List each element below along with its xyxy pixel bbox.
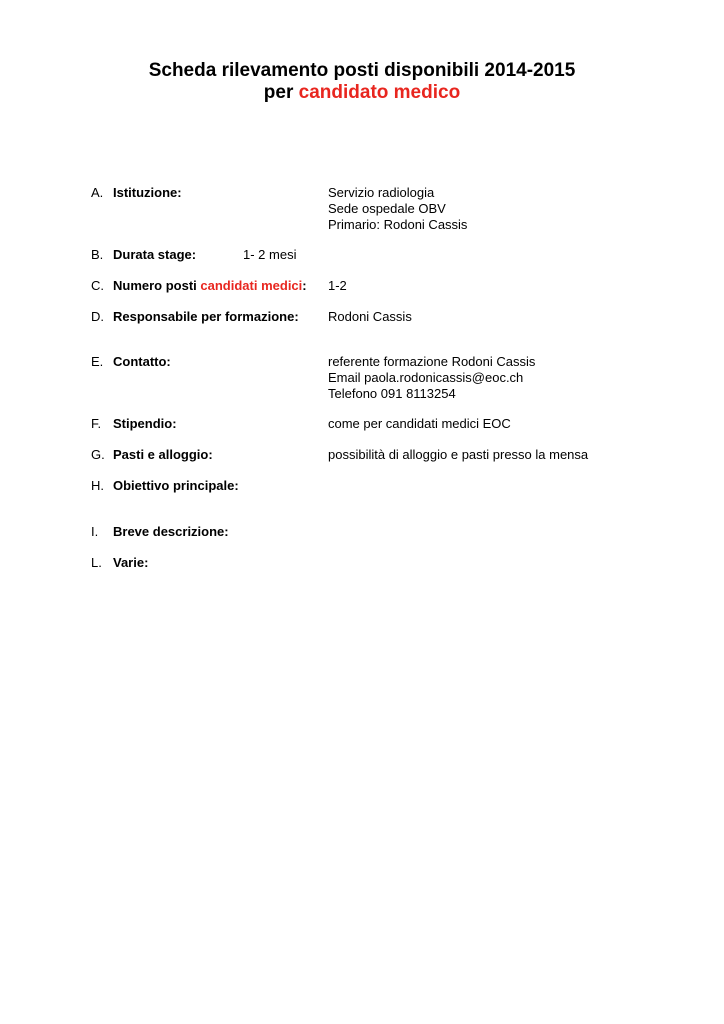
item-label xyxy=(113,278,307,294)
document-title-line1: Scheda rilevamento posti disponibili 2014-2015 xyxy=(148,60,576,81)
item-letter: D. xyxy=(91,309,104,324)
value-line: Telefono 091 8113254 xyxy=(328,386,456,401)
item-value: Rodoni Cassis xyxy=(328,309,412,324)
item-label: Contatto: xyxy=(113,354,171,369)
value-line: Primario: Rodoni Cassis xyxy=(328,217,468,232)
title-prefix: per xyxy=(263,82,299,103)
item-label: Durata stage: xyxy=(113,247,197,262)
label-prefix: Numero posti xyxy=(113,278,201,293)
item-letter: F. xyxy=(91,416,102,431)
item-label: Stipendio: xyxy=(113,416,177,431)
item-value: come per candidati medici EOC xyxy=(328,416,511,431)
item-letter: B. xyxy=(91,247,104,262)
item-value: 1-2 xyxy=(328,278,347,293)
value-line: Email paola.rodonicassis@eoc.ch xyxy=(328,370,524,385)
item-label: Varie: xyxy=(113,555,149,570)
item-label: Obiettivo principale: xyxy=(113,478,239,493)
item-value xyxy=(328,354,535,402)
item-label: Responsabile per formazione: xyxy=(113,309,299,324)
document-title-line2 xyxy=(0,81,724,105)
item-letter: H. xyxy=(91,478,104,493)
label-suffix: : xyxy=(302,278,307,293)
item-value xyxy=(328,185,467,233)
item-value: 1- 2 mesi xyxy=(243,247,297,262)
item-label: Istituzione: xyxy=(113,185,182,200)
item-label: Pasti e alloggio: xyxy=(113,447,213,462)
title-highlight: candidato medico xyxy=(298,82,461,103)
item-letter: A. xyxy=(91,185,104,200)
item-letter: C. xyxy=(91,278,104,293)
item-letter: E. xyxy=(91,354,104,369)
item-letter: L. xyxy=(91,555,102,570)
value-line: referente formazione Rodoni Cassis xyxy=(328,354,536,369)
value-line: Sede ospedale OBV xyxy=(328,201,446,216)
item-letter: I. xyxy=(91,524,99,539)
value-line: Servizio radiologia xyxy=(328,185,435,200)
label-highlight: candidati medici xyxy=(200,278,303,293)
item-letter: G. xyxy=(91,447,105,462)
item-value: possibilità di alloggio e pasti presso la mensa xyxy=(328,447,589,462)
item-label: Breve descrizione: xyxy=(113,524,229,539)
